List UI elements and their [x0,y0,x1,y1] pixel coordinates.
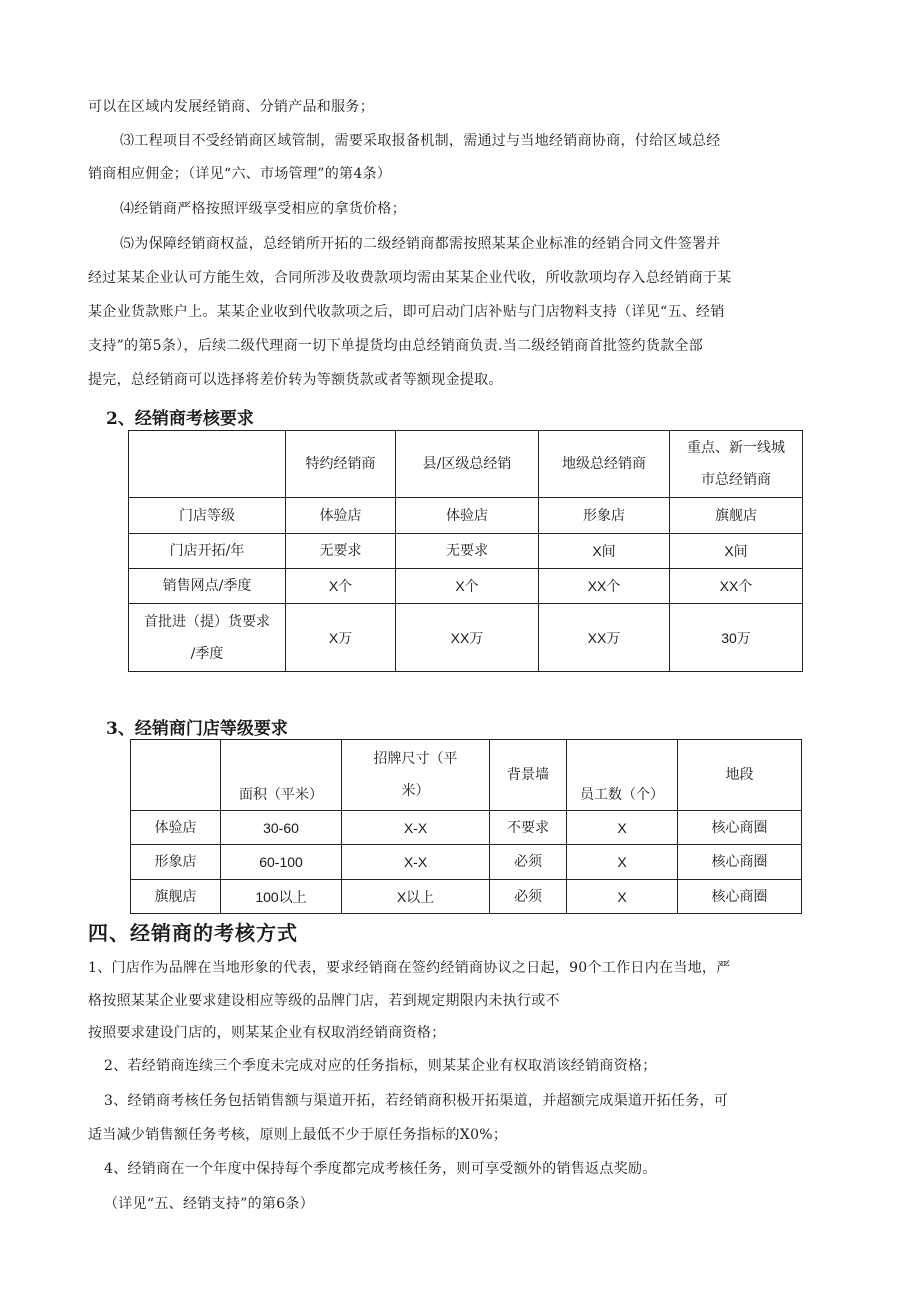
table-header-cell: 面积（平米） [221,740,342,811]
table-cell: 必须 [490,845,567,880]
section-heading: 四、经销商的考核方式 [88,921,298,945]
paragraph-line: 3、经销商考核任务包括销售额与渠道开拓，若经销商积极开拓渠道，并超额完成渠道开拓任务，可 [104,1093,729,1109]
table-header-cell: 背景墙 [490,740,567,811]
table-header-cell: 员工数（个） [567,740,678,811]
table-cell: 60-100 [221,845,342,880]
table-cell: 无要求 [286,534,396,569]
header-line: 市总经销商 [701,472,771,488]
table-cell: 形象店 [539,498,670,534]
table-header-row [129,431,803,498]
table-cell: 形象店 [131,845,221,880]
table-cell: XX万 [396,604,539,672]
table-header-row [131,740,802,811]
store-level-table [130,739,802,914]
header-line: 米） [401,783,430,799]
paragraph-line: 1、门店作为品牌在当地形象的代表，要求经销商在签约经销商协议之日起，90个工作日内在当地，严 [88,960,731,976]
table-cell: 体验店 [396,498,539,534]
table-cell: X [567,845,678,880]
table-cell: 旗舰店 [131,880,221,914]
table-cell: X间 [539,534,670,569]
table-row [129,534,803,569]
table-cell: 不要求 [490,811,567,845]
table-cell: 体验店 [286,498,396,534]
table-row [131,880,802,914]
table-header-cell: 县/区级总经销 [396,431,539,498]
header-line: 重点、新一线城 [687,440,785,456]
section-heading: 3、经销商门店等级要求 [106,719,288,739]
table-header-cell [131,740,221,811]
table-cell: X间 [670,534,803,569]
table-row [131,845,802,880]
paragraph-line: 适当减少销售额任务考核，原则上最低不少于原任务指标的X0%； [88,1127,508,1143]
table-cell: X-X [342,811,490,845]
table-cell: 门店等级 [129,498,286,534]
paragraph-line: 提完，总经销商可以选择将差价转为等额货款或者等额现金提取。 [88,372,503,388]
table-cell: X万 [286,604,396,672]
paragraph-line: ⑷经销商严格按照评级享受相应的拿货价格； [120,201,406,217]
table-row [129,569,803,604]
paragraph-line: 支持”的第5条），后续二级代理商一切下单提货均由总经销商负责.当二级经销商首批签约货款全部 [88,338,704,354]
cell-line: 首批进（提）货要求 [144,613,270,630]
table-cell: XX万 [539,604,670,672]
table-cell: 体验店 [131,811,221,845]
table-cell: X-X [342,845,490,880]
paragraph-line: 经过某某企业认可方能生效，合同所涉及收费款项均需由某某企业代收，所收款项均存入总经销商于某 [88,270,732,286]
table-row [129,498,803,534]
table-cell: 核心商圈 [678,880,802,914]
paragraph-line: 2、若经销商连续三个季度未完成对应的任务指标，则某某企业有权取消该经销商资格； [104,1058,657,1074]
section-heading: 2、经销商考核要求 [106,409,254,429]
table-cell: X [567,880,678,914]
paragraph-line: 某企业货款账户上。某某企业收到代收款项之后，即可启动门店补贴与门店物料支持（详见“五、经销 [88,304,725,320]
table-cell [129,604,286,672]
table-cell: 必须 [490,880,567,914]
paragraph-line: 按照要求建设门店的，则某某企业有权取消经销商资格； [88,1025,446,1041]
table-header-cell [670,431,803,498]
paragraph-line: （详见“五、经销支持”的第6条） [104,1196,315,1212]
dealer-assessment-table [128,430,803,672]
table-cell: 核心商圈 [678,811,802,845]
table-cell: X以上 [342,880,490,914]
table-cell: 30-60 [221,811,342,845]
table-row [131,811,802,845]
table-header-cell: 特约经销商 [286,431,396,498]
table-cell: 旗舰店 [670,498,803,534]
table-cell: 无要求 [396,534,539,569]
table-header-cell: 地级总经销商 [539,431,670,498]
paragraph-line: 格按照某某企业要求建设相应等级的品牌门店，若到规定期限内未执行或不 [88,993,560,1009]
paragraph-line: 4、经销商在一个年度中保持每个季度都完成考核任务，则可享受额外的销售返点奖励。 [104,1161,657,1177]
table-cell: XX个 [670,569,803,604]
table-cell: XX个 [539,569,670,604]
header-line: 招牌尺寸（平 [373,751,458,767]
paragraph-line: 可以在区域内发展经销商、分销产品和服务； [88,99,374,115]
table-cell: 核心商圈 [678,845,802,880]
table-cell: 100以上 [221,880,342,914]
paragraph-line: 销商相应佣金；（详见“六、市场管理”的第4条） [88,166,392,182]
table-cell: 30万 [670,604,803,672]
table-cell: X个 [396,569,539,604]
table-header-cell [342,740,490,811]
table-cell: 销售网点/季度 [129,569,286,604]
paragraph-line: ⑸为保障经销商权益，总经销所开拓的二级经销商都需按照某某企业标准的经销合同文件签署并 [120,236,721,252]
table-cell: X [567,811,678,845]
cell-line: /季度 [190,645,224,662]
table-header-cell [129,431,286,498]
paragraph-line: ⑶工程项目不受经销商区域管制，需要采取报备机制，需通过与当地经销商协商，付给区域总经 [120,133,721,149]
table-row [129,604,803,672]
table-cell: X个 [286,569,396,604]
table-cell: 门店开拓/年 [129,534,286,569]
table-header-cell: 地段 [678,740,802,811]
